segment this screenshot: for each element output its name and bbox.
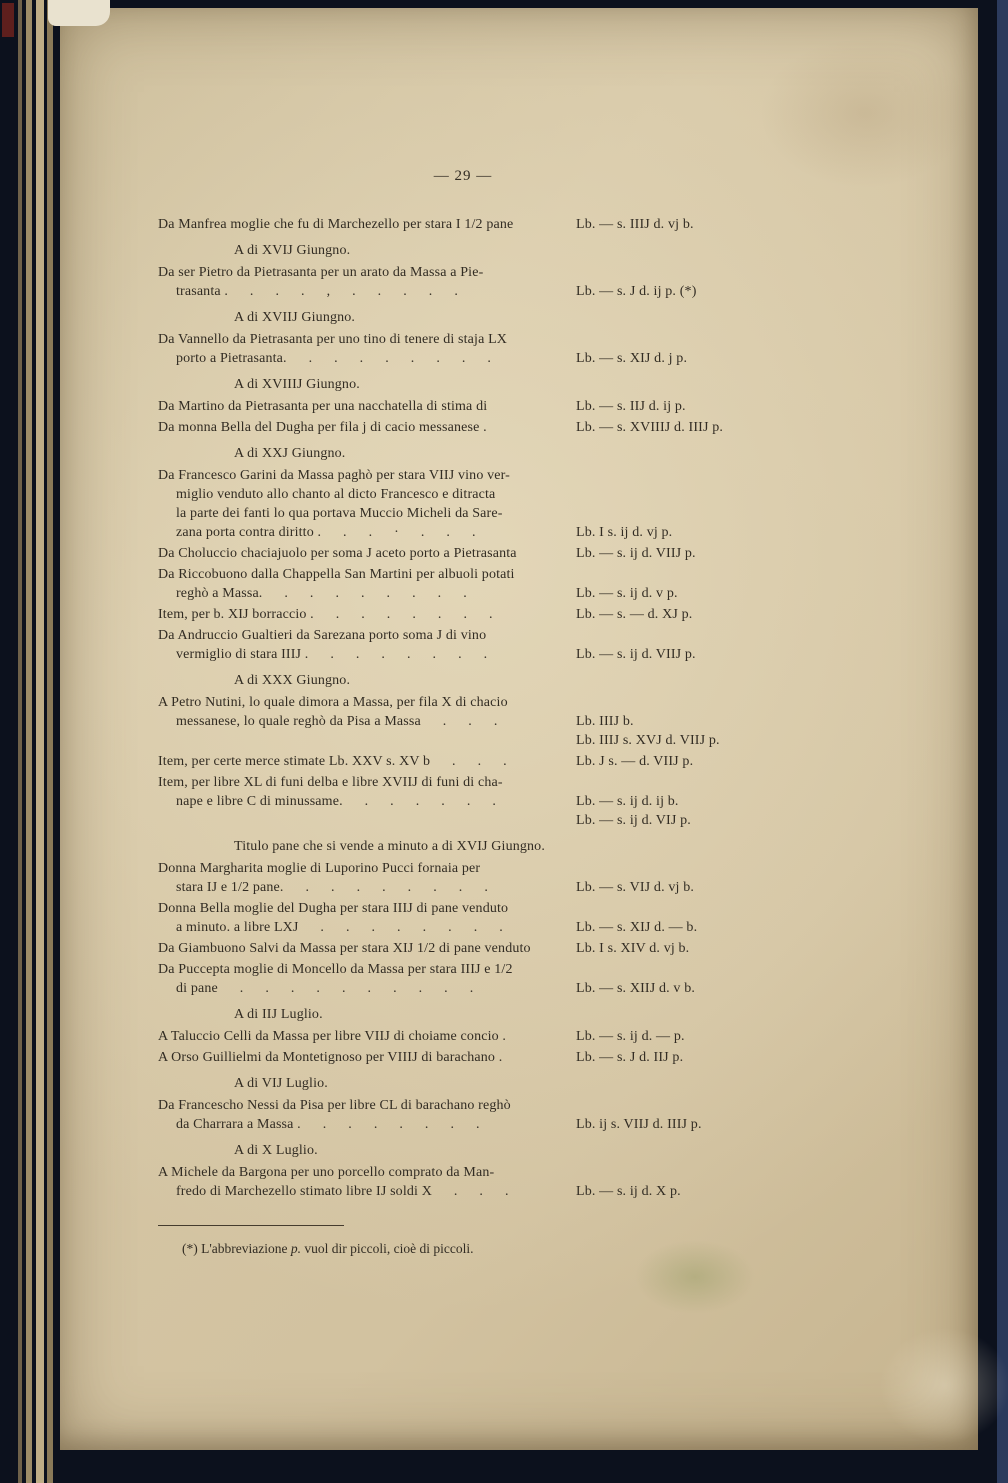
amount: Lb. — s. XIJ d. — b.: [576, 920, 698, 935]
entry-text: [158, 859, 570, 897]
ledger-entry: [158, 397, 768, 416]
amount: Lb. — s. J d. IIJ p.: [576, 1050, 684, 1065]
entry-line: trasanta . . . . , . . . . .: [176, 284, 458, 299]
underlying-page-corner: [48, 0, 110, 26]
amount: Lb. IIIJ b.: [576, 714, 634, 729]
entry-amounts: [570, 349, 768, 368]
entry-amounts: [570, 918, 768, 937]
entry-text: [158, 960, 570, 998]
page-curl-highlight: [880, 1328, 1008, 1443]
section-title: Titulo pane che si vende a minuto a di XVIJ Giungno.: [234, 839, 545, 854]
amount: Lb. — s. IIIJ d. vj b.: [576, 217, 694, 232]
entry-text: [158, 544, 570, 563]
entry-line: miglio venduto allo chanto al dicto Francesco e ditracta: [176, 487, 496, 502]
entry-amounts: [570, 544, 768, 563]
page-edge-strip: [36, 0, 44, 1483]
entry-text: [158, 263, 570, 301]
entry-text: [158, 215, 570, 234]
entry-line: la parte dei fanti lo qua portava Muccio Micheli da Sare-: [176, 506, 503, 521]
entry-amounts: [570, 939, 768, 958]
ledger-entry: [158, 939, 768, 958]
entry-amounts: [570, 752, 768, 771]
entry-text: [158, 330, 570, 368]
amount: Lb. — s. ij d. VIIJ p.: [576, 546, 696, 561]
paper-stain: [760, 38, 970, 188]
ledger-entry: [158, 565, 768, 603]
entry-line: nape e libre C di minussame. . . . . . .: [176, 794, 497, 809]
entry-amounts: [570, 1048, 768, 1067]
amount: Lb. — s. VIJ d. vj b.: [576, 880, 695, 895]
entry-text: [158, 939, 570, 958]
scan-right-edge: [997, 0, 1008, 1483]
entry-line: Da Riccobuono dalla Chappella San Martini per albuoli potati: [158, 567, 515, 582]
entry-line: Da Vannello da Pietrasanta per uno tino di tenere di staja LX: [158, 332, 508, 347]
amount: Lb. IIIJ s. XVJ d. VIIJ p.: [576, 733, 720, 748]
entry-amounts: [570, 418, 768, 437]
entry-text: [158, 1163, 570, 1201]
ledger-entry: [158, 1027, 768, 1046]
date-heading: A di IIJ Luglio.: [234, 1007, 323, 1022]
entry-line: Da Francescho Nessi da Pisa per libre CL di barachano reghò: [158, 1098, 511, 1113]
entry-line: Donna Bella moglie del Dugha per stara IIIJ di pane venduto: [158, 901, 509, 916]
entry-text: [158, 899, 570, 937]
entry-text: [158, 693, 570, 750]
entry-line: stara IJ e 1/2 pane. . . . . . . . .: [176, 880, 488, 895]
entry-text: [158, 773, 570, 830]
entry-line: Da monna Bella del Dugha per fila j di cacio messanese .: [158, 420, 487, 435]
entry-amounts: [570, 282, 768, 301]
entry-text: [158, 466, 570, 542]
entry-line: A Orso Guillielmi da Montetignoso per VIIIJ di barachano .: [158, 1050, 503, 1065]
entry-line: Da ser Pietro da Pietrasanta per un arato da Massa a Pie-: [158, 265, 484, 280]
entry-amounts: [570, 215, 768, 234]
ledger-entry: [158, 263, 768, 301]
entry-line: Da Giambuono Salvi da Massa per stara XIJ 1/2 di pane venduto: [158, 941, 531, 956]
entry-text: [158, 418, 570, 437]
ledger-entry: [158, 773, 768, 830]
ledger-entry: [158, 626, 768, 664]
entry-line: fredo di Marchezello stimato libre IJ soldi X . . .: [176, 1184, 509, 1199]
amount: Lb. — s. ij d. X p.: [576, 1184, 681, 1199]
date-heading: A di XXX Giungno.: [234, 673, 351, 688]
amount: Lb. — s. — d. XJ p.: [576, 607, 693, 622]
ledger-entry: [158, 1048, 768, 1067]
entry-line: Item, per b. XIJ borraccio . . . . . . . .: [158, 607, 493, 622]
ledger-entry: [158, 544, 768, 563]
date-heading: A di X Luglio.: [234, 1143, 318, 1158]
page-number: — 29 —: [433, 168, 493, 184]
entry-line: Item, per certe merce stimate Lb. XXV s. XV b . . .: [158, 754, 507, 769]
entry-amounts: [570, 792, 768, 830]
amount: Lb. — s. ij d. VIJ p.: [576, 813, 691, 828]
ledger-entry: [158, 859, 768, 897]
footnote-abbreviation: p.: [290, 1241, 302, 1256]
ledger-entry: [158, 1096, 768, 1134]
entry-line: a minuto. a libre LXJ . . . . . . . .: [176, 920, 503, 935]
entry-line: messanese, lo quale reghò da Pisa a Massa . . .: [176, 714, 498, 729]
entry-amounts: [570, 878, 768, 897]
entry-line: Item, per libre XL di funi delba e libre XVIIJ di funi di cha-: [158, 775, 503, 790]
entry-line: Da Choluccio chaciajuolo per soma J aceto porto a Pietrasanta: [158, 546, 517, 561]
entry-text: [158, 605, 570, 624]
entry-amounts: [570, 605, 768, 624]
footnote-rule: [158, 1225, 344, 1226]
entry-text: [158, 565, 570, 603]
entry-line: reghò a Massa. . . . . . . . .: [176, 586, 467, 601]
entry-line: A Petro Nutini, lo quale dimora a Massa, per fila X di chacio: [158, 695, 508, 710]
footnote-prefix: (*) L'abbreviazione: [182, 1241, 291, 1256]
ledger-entry: [158, 899, 768, 937]
ledger-entry: [158, 960, 768, 998]
entry-amounts: [570, 1182, 768, 1201]
date-heading: A di XXJ Giungno.: [234, 446, 346, 461]
entry-line: Da Manfrea moglie che fu di Marchezello per stara I 1/2 pane: [158, 217, 514, 232]
ledger-entry: [158, 330, 768, 368]
entry-line: Donna Margharita moglie di Luporino Pucci fornaia per: [158, 861, 481, 876]
entry-line: Da Andruccio Gualtieri da Sarezana porto soma J di vino: [158, 628, 487, 643]
entry-line: vermiglio di stara IIIJ . . . . . . . .: [176, 647, 488, 662]
entry-text: [158, 626, 570, 664]
entry-text: [158, 1027, 570, 1046]
ledger-entry: [158, 752, 768, 771]
entry-text: [158, 397, 570, 416]
entry-amounts: [570, 712, 768, 750]
ledger-entry: [158, 215, 768, 234]
ledger-entry: [158, 418, 768, 437]
amount: Lb. — s. ij d. v p.: [576, 586, 678, 601]
entry-line: Da Martino da Pietrasanta per una nacchatella di stima di: [158, 399, 488, 414]
amount: Lb. I s. XIV d. vj b.: [576, 941, 690, 956]
book-page: [60, 8, 978, 1450]
amount: Lb. — s. XIJ d. j p.: [576, 351, 688, 366]
amount: Lb. — s. XVIIIJ d. IIIJ p.: [576, 420, 723, 435]
date-heading: A di VIJ Luglio.: [234, 1076, 328, 1091]
date-heading: A di XVIJ Giungno.: [234, 243, 351, 258]
page-content: [158, 168, 768, 1257]
amount: Lb. — s. ij d. VIIJ p.: [576, 647, 696, 662]
entry-amounts: [570, 1115, 768, 1134]
book-page-edges: [0, 0, 60, 1483]
amount: Lb. — s. J d. ij p. (*): [576, 284, 697, 299]
entry-line: zana porta contra diritto . . . · . . .: [176, 525, 476, 540]
ledger-entry: [158, 1163, 768, 1201]
entry-line: da Charrara a Massa . . . . . . . .: [176, 1117, 480, 1132]
date-heading: A di XVIIJ Giungno.: [234, 310, 356, 325]
entry-text: [158, 752, 570, 771]
footnote: [158, 1241, 768, 1257]
amount: Lb. ij s. VIIJ d. IIIJ p.: [576, 1117, 702, 1132]
entry-line: porto a Pietrasanta. . . . . . . . .: [176, 351, 492, 366]
entry-amounts: [570, 979, 768, 998]
ledger-entry: [158, 466, 768, 542]
entry-amounts: [570, 584, 768, 603]
page-edge-strip: [47, 0, 53, 1483]
entry-line: A Taluccio Celli da Massa per libre VIIJ di choiame concio .: [158, 1029, 507, 1044]
entry-line: A Michele da Bargona per uno porcello comprato da Man-: [158, 1165, 495, 1180]
entry-text: [158, 1096, 570, 1134]
entry-line: Da Francesco Garini da Massa paghò per stara VIIJ vino ver-: [158, 468, 510, 483]
spine-mark: [2, 3, 14, 37]
entry-amounts: [570, 645, 768, 664]
entry-amounts: [570, 397, 768, 416]
date-heading: A di XVIIIJ Giungno.: [234, 377, 360, 392]
amount: Lb. — s. IIJ d. ij p.: [576, 399, 686, 414]
amount: Lb. — s. ij d. — p.: [576, 1029, 685, 1044]
ledger-entry: [158, 605, 768, 624]
amount: Lb. — s. XIIJ d. v b.: [576, 981, 696, 996]
entry-line: Da Puccepta moglie di Moncello da Massa per stara IIIJ e 1/2: [158, 962, 513, 977]
entry-amounts: [570, 1027, 768, 1046]
page-edge-strip: [26, 0, 32, 1483]
footnote-suffix: vuol dir piccoli, cioè di piccoli.: [301, 1241, 474, 1256]
entry-amounts: [570, 523, 768, 542]
amount: Lb. — s. ij d. ij b.: [576, 794, 679, 809]
ledger-entries: [158, 215, 768, 1203]
ledger-entry: [158, 693, 768, 750]
entry-text: [158, 1048, 570, 1067]
page-edge-strip: [18, 0, 22, 1483]
entry-line: di pane . . . . . . . . . .: [176, 981, 474, 996]
amount: Lb. I s. ij d. vj p.: [576, 525, 673, 540]
amount: Lb. J s. — d. VIIJ p.: [576, 754, 694, 769]
